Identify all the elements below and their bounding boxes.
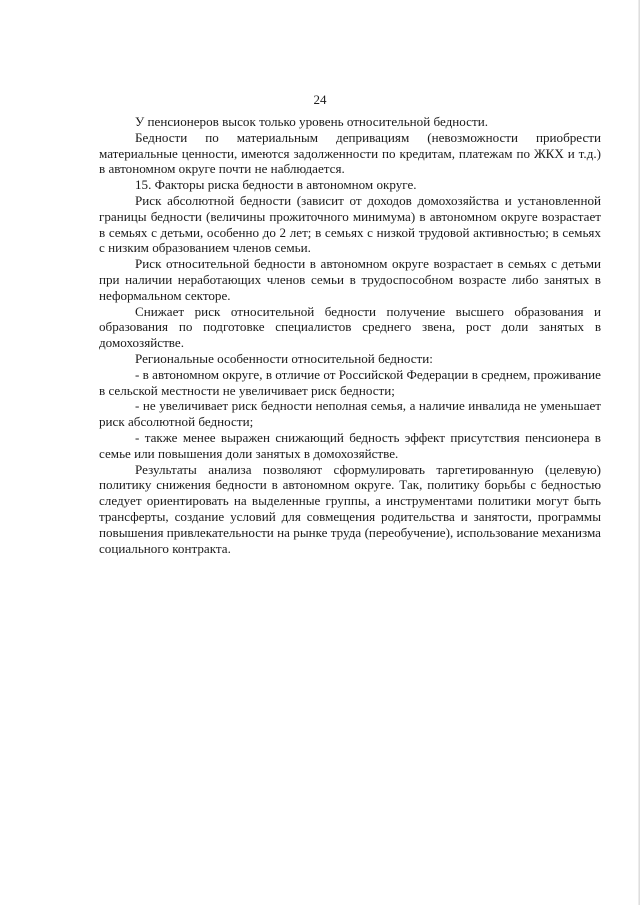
list-item-pensioner-effect: - также менее выражен снижающий бедность эффект присутствия пенсионера в семье или повышения доли занятых в домохозяйстве.	[99, 429, 601, 461]
list-item-single-parent: - не увеличивает риск бедности неполная семья, а наличие инвалида не уменьшает риск абсолютной бедности;	[99, 398, 601, 430]
paragraph-pensioners-poverty: У пенсионеров высок только уровень относительной бедности.	[135, 114, 488, 129]
paragraph-relative-poverty-risk: Риск относительной бедности в автономном округе возрастает в семьях с детьми при наличии неработающих членов семьи в трудоспособном возрасте либо занятых в неформальном секторе.	[99, 256, 601, 303]
paragraph-absolute-poverty-risk: Риск абсолютной бедности (зависит от доходов домохозяйства и установленной границы бедности (величины прожиточного минимума) в автономном округе возрастает в семьях с детьми, особенно до 2 лет; в семьях с низкой трудовой активностью; в семьях с низким образованием членов семьи.	[99, 192, 601, 256]
paragraph-risk-reduction: Снижает риск относительной бедности получение высшего образования и образования по подготовке специалистов среднего звена, рост доли занятых в домохозяйстве.	[99, 303, 601, 351]
paragraph-policy-conclusion: Результаты анализа позволяют сформулировать таргетированную (целевую) политику снижения бедности в автономном округе. Так, политику борьбы с бедностью следует ориентировать на выделенные группы, а инструментами политики могут быть трансферты, создание условий для совмещения родительства и занятости, программы повышения привлекательности на рынке труда (переобучение), использование механизма социального контракта.	[99, 461, 601, 556]
paragraph-material-deprivation: Бедности по материальным депривациям (невозможности приобрести материальные ценности, имеются задолженности по кредитам, платежам по ЖКХ и т.д.) в автономном округе почти не наблюдается.	[99, 129, 601, 177]
list-item-rural-area: - в автономном округе, в отличие от Российской Федерации в среднем, проживание в сельской местности не увеличивает риск бедности;	[99, 366, 601, 398]
paragraph-regional-features: Региональные особенности относительной бедности:	[135, 350, 433, 366]
page-number: 24	[313, 92, 327, 107]
section-heading-risk-factors: 15. Факторы риска бедности в автономном округе.	[135, 177, 417, 193]
document-body	[99, 114, 601, 556]
